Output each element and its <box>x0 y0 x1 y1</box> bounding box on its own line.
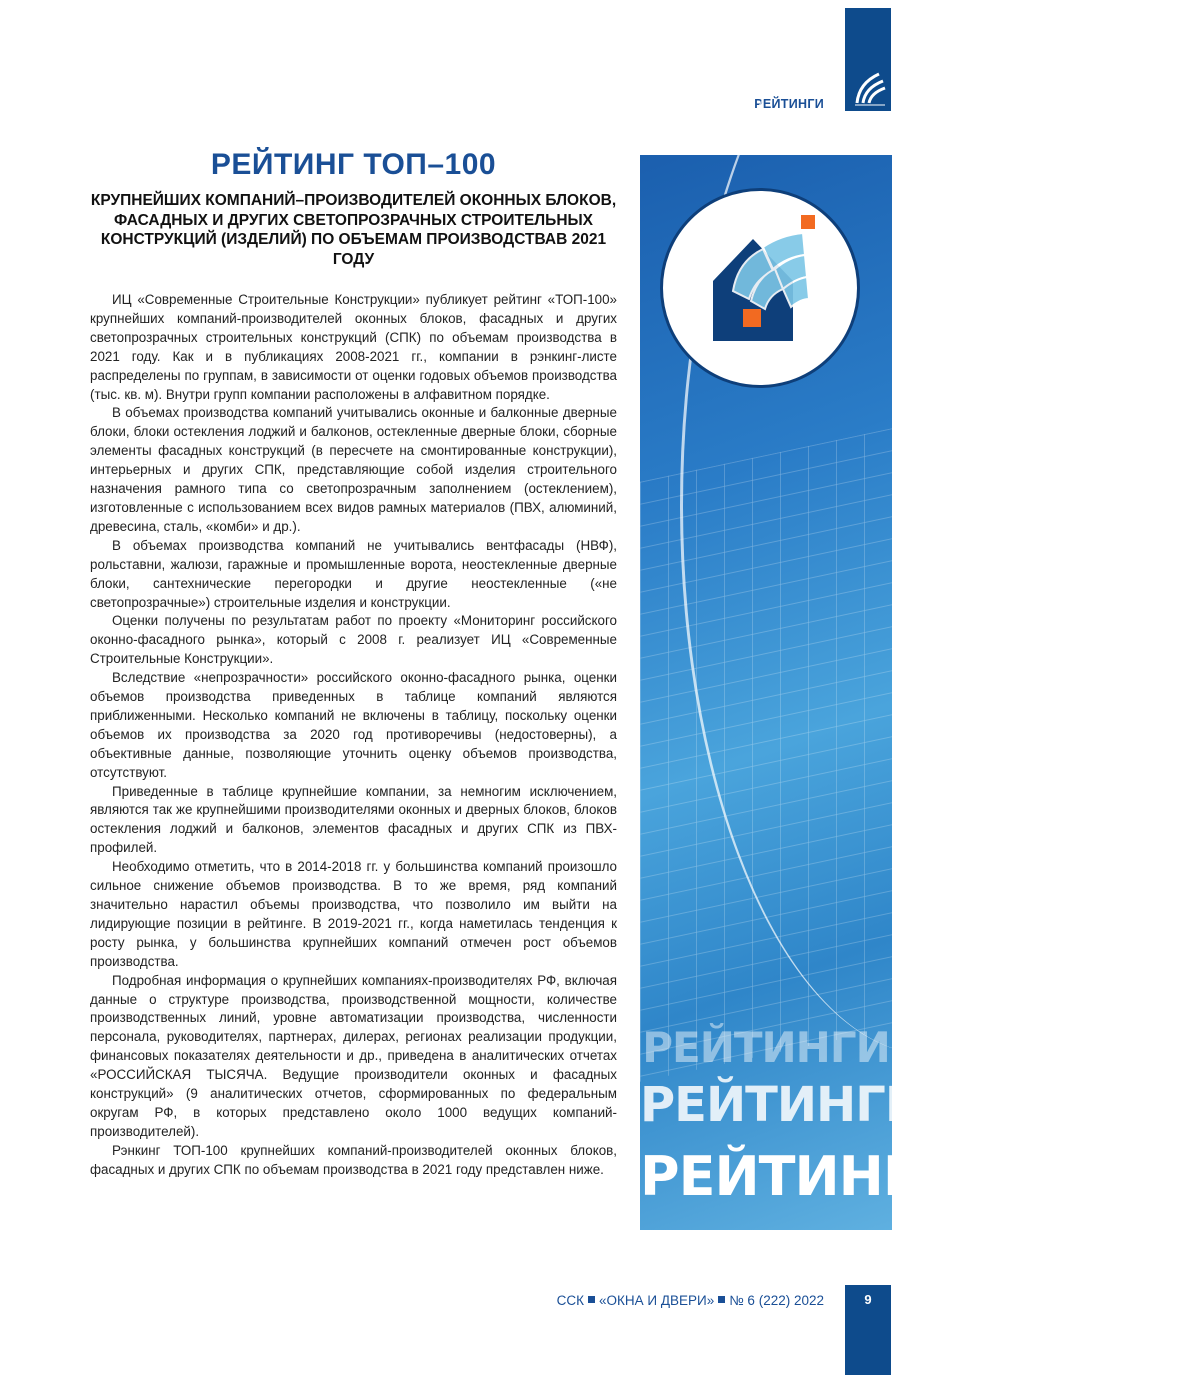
footer-publisher: ССК <box>556 1293 584 1308</box>
footer-issue: № 6 (222) 2022 <box>729 1293 824 1308</box>
paragraph: Рэнкинг ТОП-100 крупнейших компаний-производителей оконных блоков, фасадных и других СПК по объемам производства в 2021 году представлен ниже. <box>90 1142 617 1177</box>
page-title: РЕЙТИНГ ТОП–100 <box>210 148 497 181</box>
paragraph: Оценки получены по результатам работ по проекту «Мониторинг российского оконно-фасадного рынка», который с 2008 г. реализует ИЦ «Современные Строительные Конструкции». <box>90 613 617 667</box>
paragraph: Приведенные в таблице крупнейшие компании, за немногим исключением, являются так же крупнейшими производителями оконных и дверных блоков, блоков остекления лоджий и балконов, элементов фасадных и других СПК из ПВХ-профилей. <box>90 783 617 856</box>
house-logo <box>660 188 860 388</box>
banner-arc <box>680 0 1183 1055</box>
paragraph: Необходимо отметить, что в 2014-2018 гг. у большинства компаний произошло сильное снижение объемов производства. В то же время, ряд компаний значительно нарастил объемы производства, что позволило им выйти на лидирующие позиции в рейтинге. В 2019-2021 гг., когда наметилась тенденция к росту рынка, у большинства крупнейших компаний отмечен рост объемов производства. <box>90 859 617 969</box>
banner-word: РЕЙТИНГИ <box>640 1077 924 1133</box>
footer-magazine-info <box>480 1293 824 1308</box>
house-windows-icon <box>663 191 857 385</box>
page-number-block <box>845 1285 891 1375</box>
banner-word: РЕЙТИНГИ <box>642 1023 890 1072</box>
paragraph: Подробная информация о крупнейших компаниях-производителях РФ, включая данные о структуре производства, производственной мощности, количестве производственных линий, уровне автоматизации производства, численности персонала, руководителях, партнерах, дилерах, регионах реализации продукции, финансовых показателях деятельности и др., приведена в аналитических отчетах «РОССИЙСКАЯ ТЫСЯЧА. Ведущие производители оконных и фасадных конструкций» (9 аналитических отчетов, сформированных по федеральным округам РФ, в которых представлено около 1000 ведущих компаний-производителей). <box>90 972 617 1139</box>
page-number: 9 <box>864 1292 872 1307</box>
page-subtitle: КРУПНЕЙШИХ КОМПАНИЙ–ПРОИЗВОДИТЕЛЕЙ ОКОННЫХ БЛОКОВ, ФАСАДНЫХ И ДРУГИХ СВЕТОПРОЗРАЧНЫХ СТРОИТЕЛЬНЫХ КОНСТРУКЦИЙ (ИЗДЕЛИЙ) ПО ОБЪЕМАМ ПРОИЗВОДСТВАВ 2021 ГОДУ <box>90 192 617 268</box>
banner-word: РЕЙТИНГИ <box>640 1145 961 1208</box>
rating-banner-image <box>640 155 961 1230</box>
paragraph: В объемах производства компаний учитывались оконные и балконные дверные блоки, блоки остекления лоджий и балконов, остекленные дверные блоки, сборные элементы фасадных конструкций (в пересчете на смонтированные конструкции), интерьерных и других СПК, представляющие собой изделия строительного назначения рамного типа со светопрозрачным заполнением (остеклением), изготовленные с использованием всех видов рамных материалов (ПВХ, алюминий, древесина, сталь, «комби» и др.). <box>90 405 617 534</box>
square-separator-icon <box>718 1296 725 1303</box>
footer-magazine: «ОКНА И ДВЕРИ» <box>599 1293 715 1308</box>
paragraph: ИЦ «Современные Строительные Конструкции» публикует рейтинг «ТОП-100» крупнейших компаний-производителей оконных блоков, фасадных и других светопрозрачных строительных конструкций (СПК) по объемам производства в 2021 году. Как и в публикациях 2008-2021 гг., компании в рэнкинг-листе распределены по группам, в зависимости от оценки годовых объемов производства (тыс. кв. м). Внутри групп компании расположены в алфавитном порядке. <box>90 292 617 402</box>
article-body <box>90 291 617 1180</box>
paragraph: В объемах производства компаний не учитывались вентфасады (НВФ), рольставни, жалюзи, гаражные и промышленные ворота, неостекленные дверные блоки, сантехнические перегородки и другие неостекленные («не светопрозрачные») строительные изделия и конструкции. <box>90 537 617 610</box>
section-label: РЕЙТИНГИ <box>754 97 824 111</box>
square-separator-icon <box>588 1296 595 1303</box>
paragraph: Вследствие «непрозрачности» российского оконно-фасадного рынка, оценки объемов производства приведенных в таблице компаний являются приближенными. Несколько компаний не включены в таблицу, поскольку оценки объемов их производства за 2020 год противоречивы (недостоверны), а объективные данные, позволяющие уточнить оценку объемов производства, отсутствуют. <box>90 670 617 780</box>
